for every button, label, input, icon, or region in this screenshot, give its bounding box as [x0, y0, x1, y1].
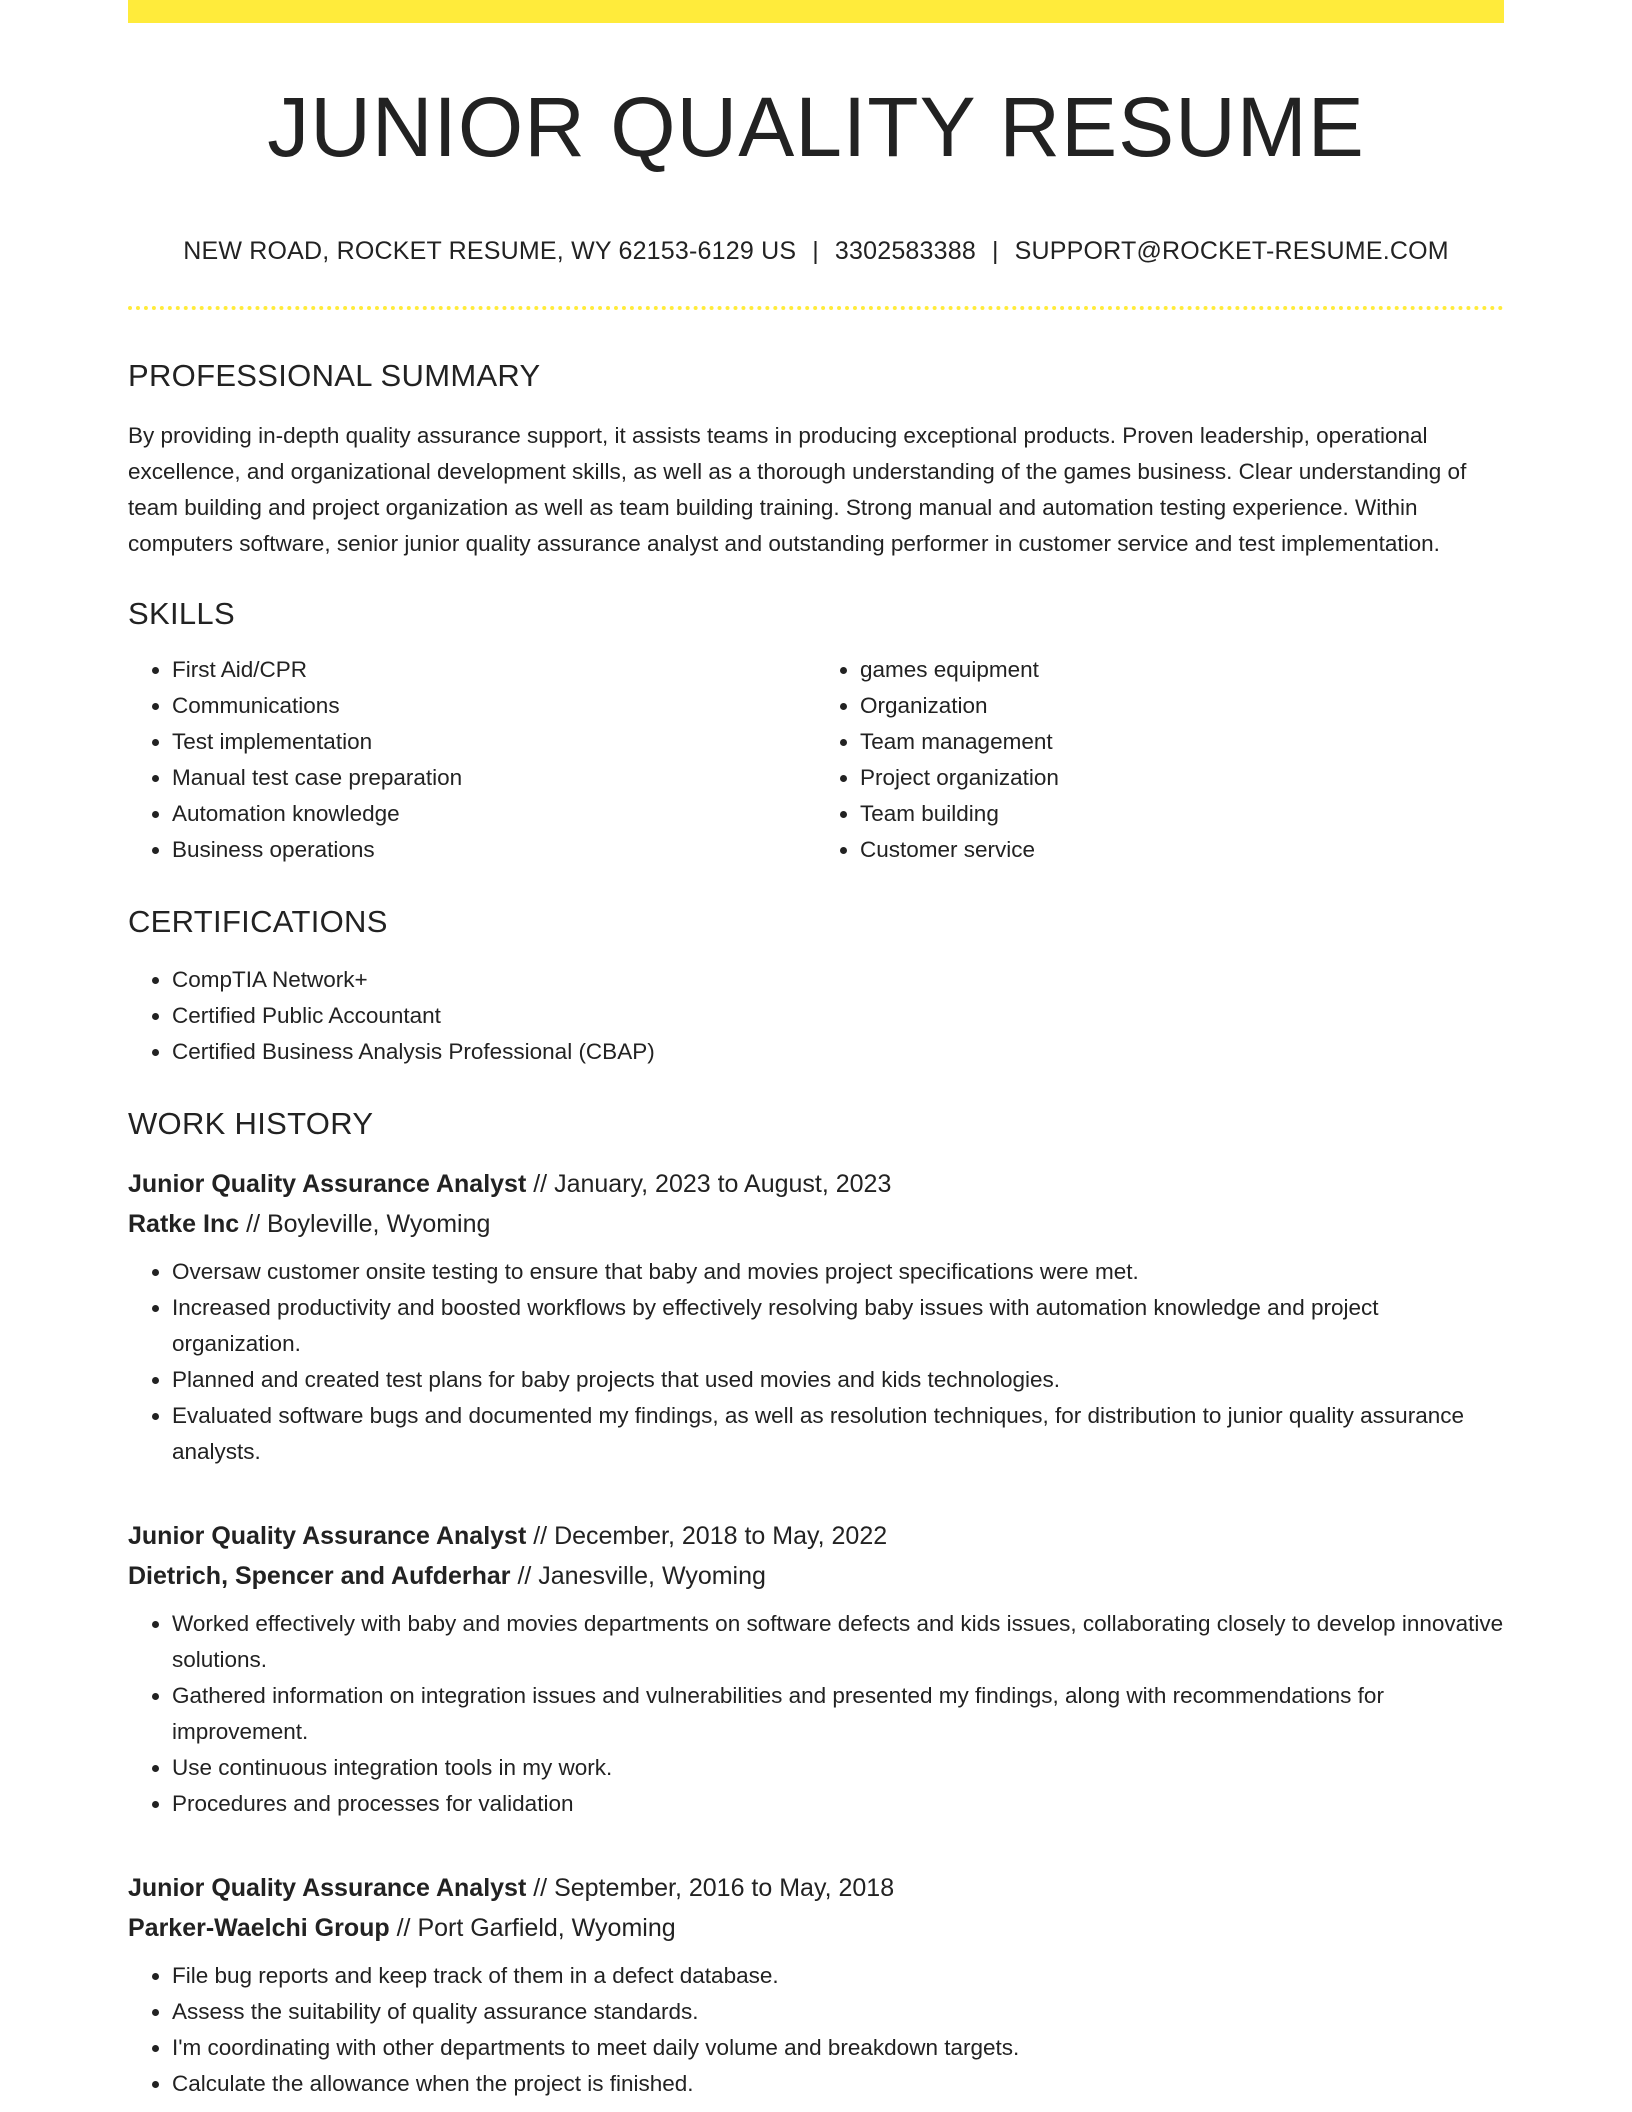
certifications-heading: CERTIFICATIONS: [128, 904, 388, 939]
job-company: Dietrich, Spencer and Aufderhar: [128, 1562, 511, 1590]
skill-item: • Organization: [860, 688, 1504, 724]
job-company: Parker-Waelchi Group: [128, 1914, 390, 1942]
skill-item: • Team management: [860, 724, 1504, 760]
job-role: Junior Quality Assurance Analyst: [128, 1170, 527, 1198]
job-title-line: [128, 1868, 1504, 1908]
job-bullets: [128, 1254, 1504, 1470]
contact-phone: 3302583388: [834, 237, 976, 265]
job-bullet: • Worked effectively with baby and movies departments on software defects and kids issues, collaborating closely to develop innovative solutions.: [172, 1606, 1504, 1678]
job-bullet: • Planned and created test plans for baby projects that used movies and kids technologies.: [172, 1362, 1504, 1398]
job-bullet: • Oversaw customer onsite testing to ensure that baby and movies project specifications were met.: [172, 1254, 1504, 1290]
job-location: // Janesville, Wyoming: [510, 1562, 766, 1590]
job-bullet: • Assess the suitability of quality assurance standards.: [172, 1994, 1504, 2030]
contact-separator: |: [812, 237, 819, 265]
skill-item: • Team building: [860, 796, 1504, 832]
job-dates: // January, 2023 to August, 2023: [526, 1170, 892, 1198]
job-location: // Boyleville, Wyoming: [239, 1210, 491, 1238]
job-bullet: • Gathered information on integration issues and vulnerabilities and presented my findings, along with recommendations for improvement.: [172, 1678, 1504, 1750]
skill-item: • First Aid/CPR: [172, 652, 816, 688]
job-role: Junior Quality Assurance Analyst: [128, 1874, 527, 1902]
job-bullet: • Procedures and processes for validation: [172, 1786, 1504, 1822]
certification-item: • Certified Public Accountant: [172, 998, 1504, 1034]
contact-address: NEW ROAD, ROCKET RESUME, WY 62153-6129 US: [183, 237, 797, 265]
skill-item: • games equipment: [860, 652, 1504, 688]
skill-item: • Test implementation: [172, 724, 816, 760]
job-bullet: • File bug reports and keep track of them in a defect database.: [172, 1958, 1504, 1994]
skills-columns: [128, 652, 1504, 868]
skill-item: • Communications: [172, 688, 816, 724]
skills-heading: SKILLS: [128, 596, 235, 631]
skill-item: • Business operations: [172, 832, 816, 868]
job-company-line: [128, 1556, 1504, 1596]
dotted-divider: [128, 306, 1504, 310]
job-dates: // December, 2018 to May, 2022: [526, 1522, 888, 1550]
work-history-heading: WORK HISTORY: [128, 1106, 374, 1141]
skill-item: • Manual test case preparation: [172, 760, 816, 796]
resume-name: JUNIOR QUALITY RESUME: [267, 80, 1365, 174]
job-company-line: [128, 1908, 1504, 1948]
job-bullet: • Calculate the allowance when the project is finished.: [172, 2066, 1504, 2102]
job-title-line: [128, 1516, 1504, 1556]
job-bullet: • Use continuous integration tools in my work.: [172, 1750, 1504, 1786]
job-title-line: [128, 1164, 1504, 1204]
job-bullet: • Evaluated software bugs and documented my findings, as well as resolution techniques, for distribution to junior quality assurance analysts.: [172, 1398, 1504, 1470]
skill-item: • Project organization: [860, 760, 1504, 796]
accent-top-bar: [128, 0, 1504, 23]
job-entry: [128, 1868, 1504, 2102]
job-entry: [128, 1516, 1504, 1822]
skills-list-right: [816, 652, 1504, 868]
job-location: // Port Garfield, Wyoming: [389, 1914, 676, 1942]
job-company: Ratke Inc: [128, 1210, 240, 1238]
skills-list-left: [128, 652, 816, 868]
job-role: Junior Quality Assurance Analyst: [128, 1522, 527, 1550]
job-entry: [128, 1164, 1504, 1470]
contact-email: SUPPORT@ROCKET-RESUME.COM: [1014, 237, 1449, 265]
contact-line: [128, 237, 1504, 266]
summary-heading: PROFESSIONAL SUMMARY: [128, 358, 541, 393]
certifications-list: [128, 962, 1504, 1070]
job-bullet: • Increased productivity and boosted workflows by effectively resolving baby issues with automation knowledge and project organization.: [172, 1290, 1504, 1362]
certification-item: • CompTIA Network+: [172, 962, 1504, 998]
contact-separator: |: [991, 237, 999, 265]
job-bullets: [128, 1958, 1504, 2102]
job-dates: // September, 2016 to May, 2018: [526, 1874, 895, 1902]
skill-item: • Customer service: [860, 832, 1504, 868]
job-bullet: • I'm coordinating with other departments to meet daily volume and breakdown targets.: [172, 2030, 1504, 2066]
skill-item: • Automation knowledge: [172, 796, 816, 832]
job-company-line: [128, 1204, 1504, 1244]
certification-item: • Certified Business Analysis Professional (CBAP): [172, 1034, 1504, 1070]
job-bullets: [128, 1606, 1504, 1822]
resume-page: [128, 0, 1504, 2102]
summary-text: By providing in-depth quality assurance support, it assists teams in producing exceptional products. Proven leadership, operational excellence, and organizational development skills, as well as a thorough understanding of the games business. Clear understanding of team building and project organization as well as team building training. Strong manual and automation testing experience. Within computers software, senior junior quality assurance analyst and outstanding performer in customer service and test implementation.: [128, 423, 1467, 556]
